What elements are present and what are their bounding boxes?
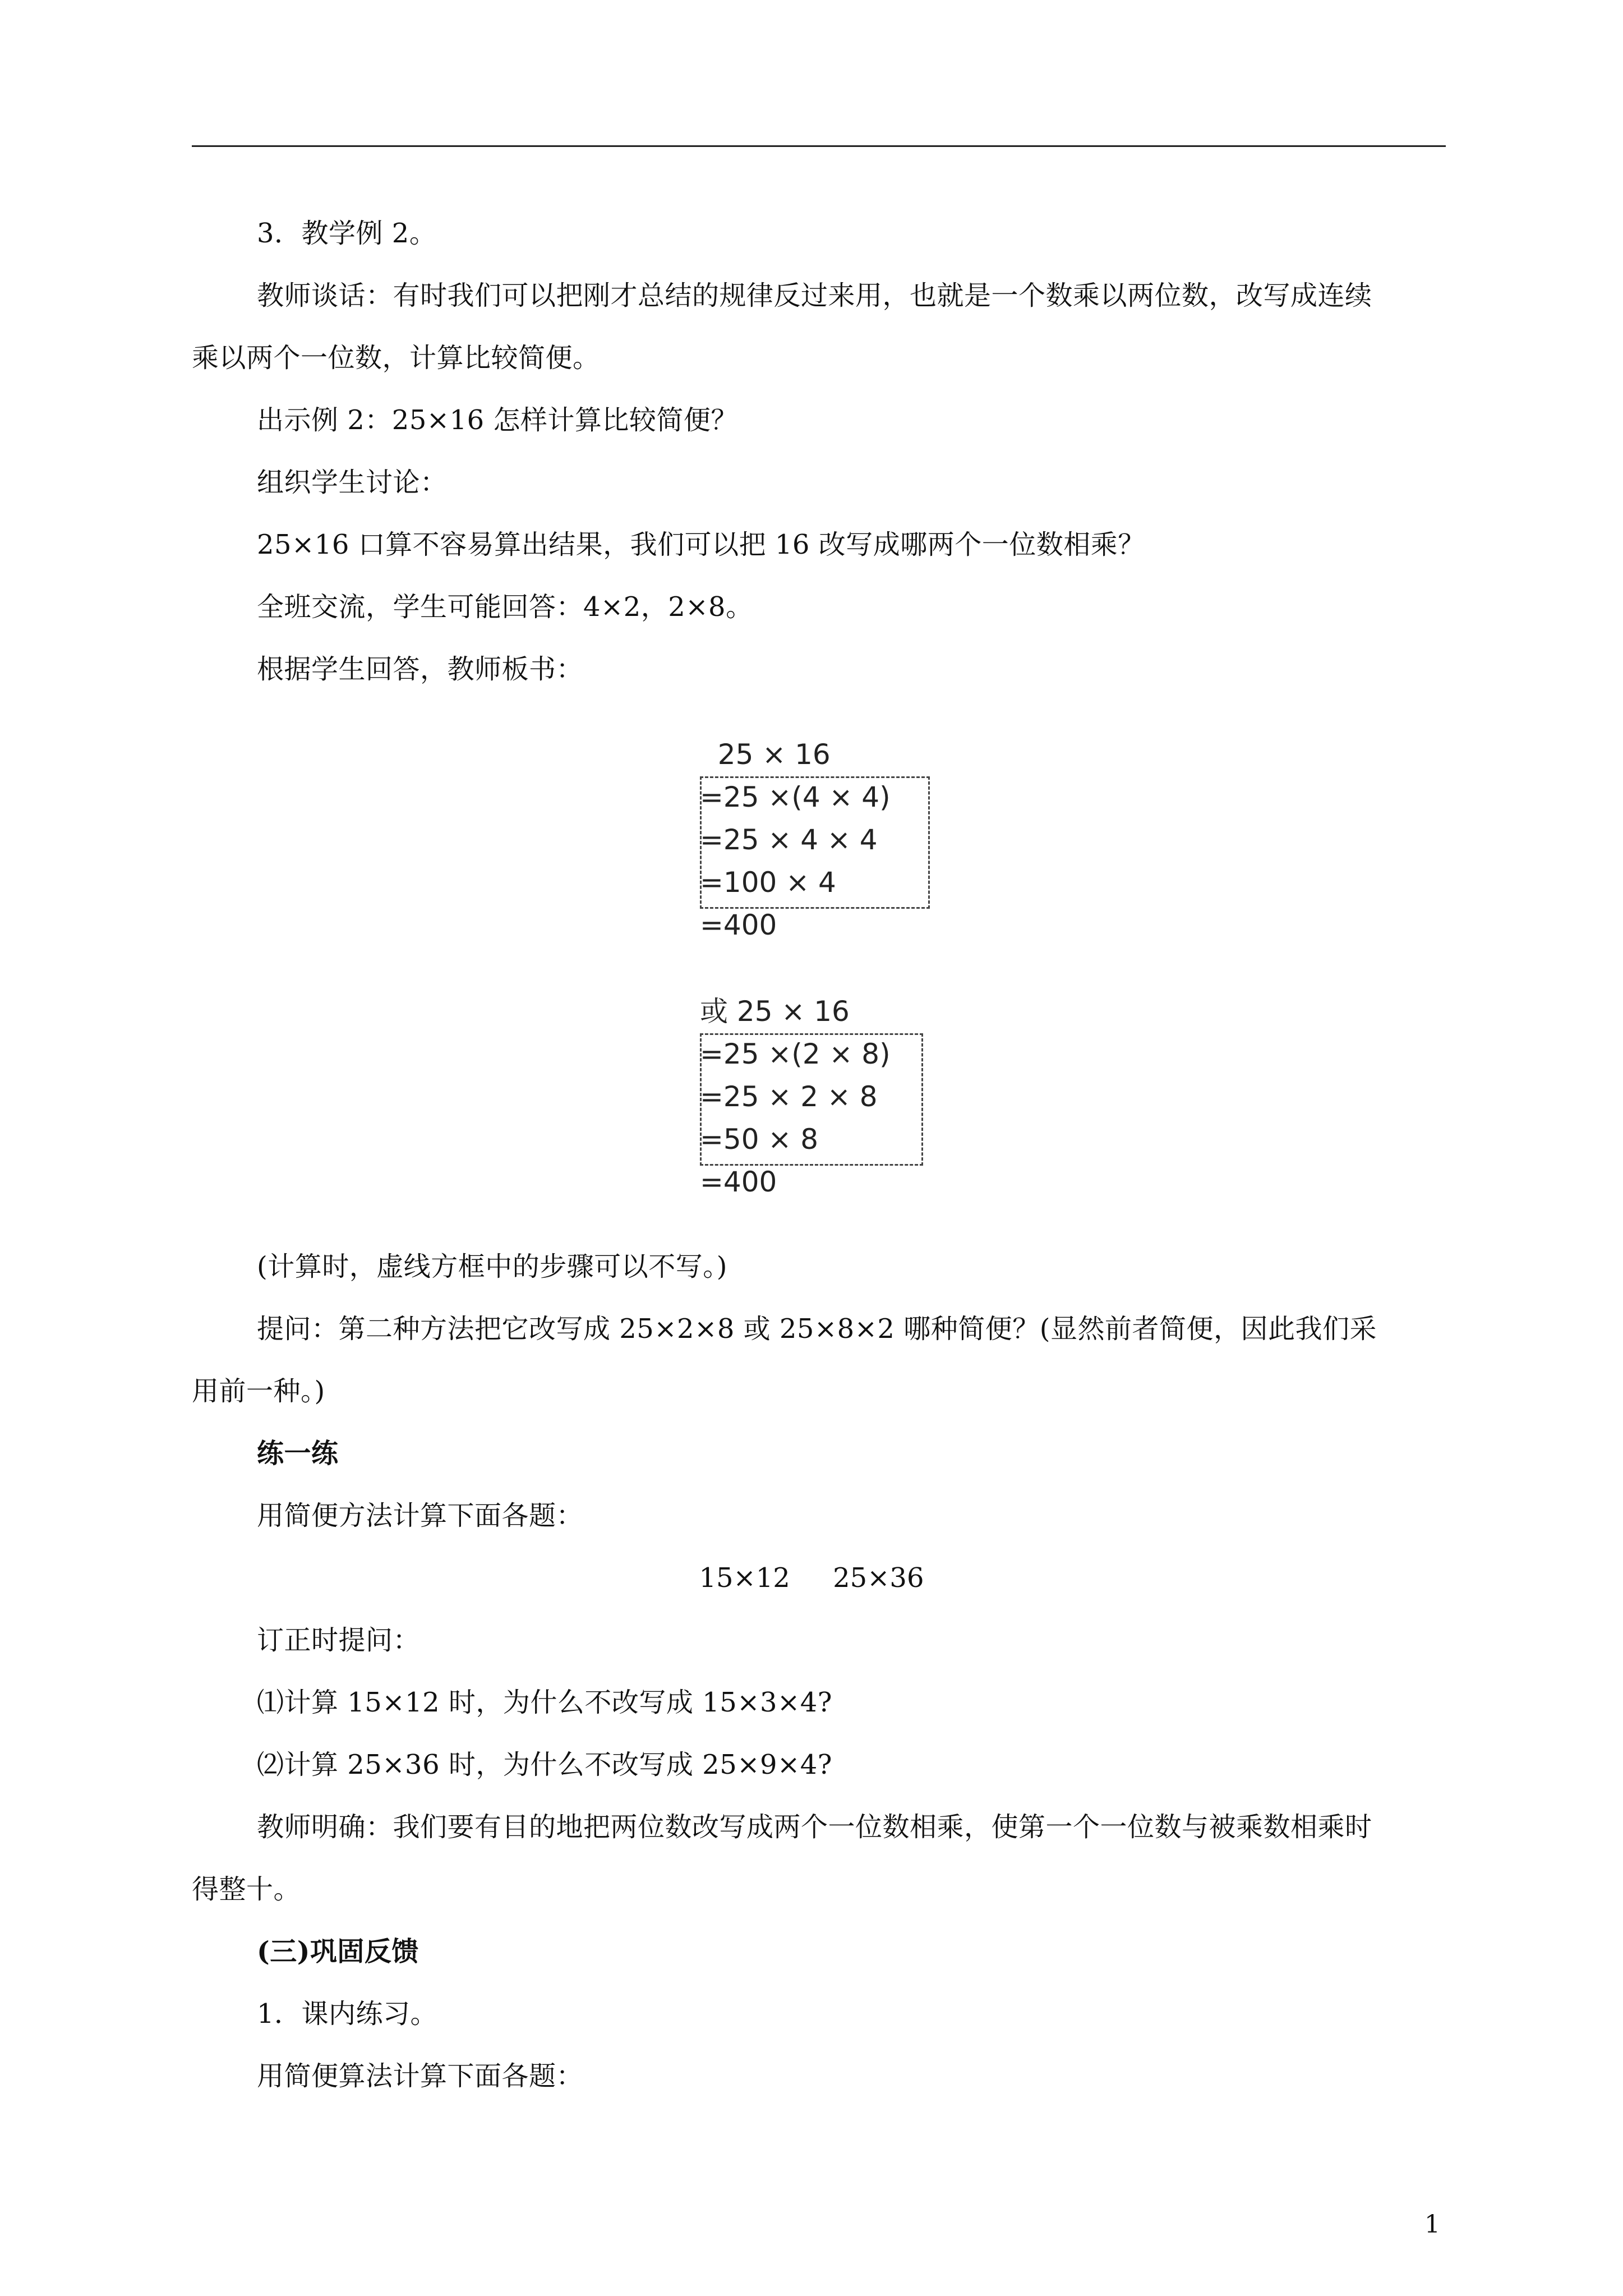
paragraph-show-example: 出示例 2：25×16 怎样计算比较简便？ <box>257 404 738 436</box>
heading-consolidation: (三)巩固反馈 <box>257 1936 419 1967</box>
paragraph-teacher-talk-cont: 乘以两个一位数，计算比较简便。 <box>192 342 600 374</box>
calculation-block-1 <box>700 733 891 946</box>
calc1-line: =100 × 4 <box>700 866 836 899</box>
page-number: 1 <box>1424 2210 1440 2239</box>
calc1-line: =25 ×(4 × 4) <box>700 781 891 813</box>
calc2-line: =400 <box>700 1166 777 1198</box>
paragraph-ask: 提问：第二种方法把它改写成 25×2×8 或 25×8×2 哪种简便？(显然前者简便，因此我们采 <box>257 1313 1377 1345</box>
paragraph-discussion: 组织学生讨论： <box>257 467 448 498</box>
calc2-line: =25 × 2 × 8 <box>700 1080 878 1113</box>
paragraph-teacher-talk: 教师谈话：有时我们可以把刚才总结的规律反过来用，也就是一个数乘以两位数，改写成连续 <box>257 280 1372 311</box>
paragraph-teacher-clarify: 教师明确：我们要有目的地把两位数改写成两个一位数相乘，使第一个一位数与被乘数相乘时 <box>257 1811 1372 1843</box>
paragraph-question-1: ⑴计算 15×12 时，为什么不改写成 15×3×4? <box>257 1687 832 1718</box>
paragraph-class-exercise: 1．课内练习。 <box>257 1998 438 2030</box>
paragraph-question: 25×16 口算不容易算出结果，我们可以把 16 改写成哪两个一位数相乘？ <box>257 529 1145 560</box>
paragraph-correction: 订正时提问： <box>257 1625 421 1656</box>
calc1-line: =400 <box>700 909 777 941</box>
paragraph-exercise-instruction: 用简便算法计算下面各题： <box>257 2060 584 2092</box>
calc2-line: =25 ×(2 × 8) <box>700 1038 891 1070</box>
paragraph-question-2: ⑵计算 25×36 时，为什么不改写成 25×9×4? <box>257 1749 832 1780</box>
practice-problems: 15×12 25×36 <box>699 1562 924 1594</box>
heading-practice: 练一练 <box>257 1438 339 1469</box>
paragraph-board-writing: 根据学生回答，教师板书： <box>257 654 584 685</box>
calc1-line: 25 × 16 <box>700 738 831 771</box>
paragraph-example-2: 3．教学例 2。 <box>257 218 437 249</box>
paragraph-practice-instruction: 用简便方法计算下面各题： <box>257 1500 584 1531</box>
calc1-line: =25 × 4 × 4 <box>700 823 878 856</box>
calculation-block-2 <box>700 990 891 1203</box>
calc2-line: 或 25 × 16 <box>700 995 850 1028</box>
paragraph-ask-cont: 用前一种。) <box>192 1375 325 1407</box>
paragraph-note: (计算时，虚线方框中的步骤可以不写。) <box>257 1251 727 1282</box>
header-rule <box>192 145 1446 147</box>
calc2-line: =50 × 8 <box>700 1123 819 1156</box>
paragraph-teacher-clarify-cont: 得整十。 <box>192 1874 301 1905</box>
paragraph-class-exchange: 全班交流，学生可能回答：4×2，2×8。 <box>257 591 753 623</box>
